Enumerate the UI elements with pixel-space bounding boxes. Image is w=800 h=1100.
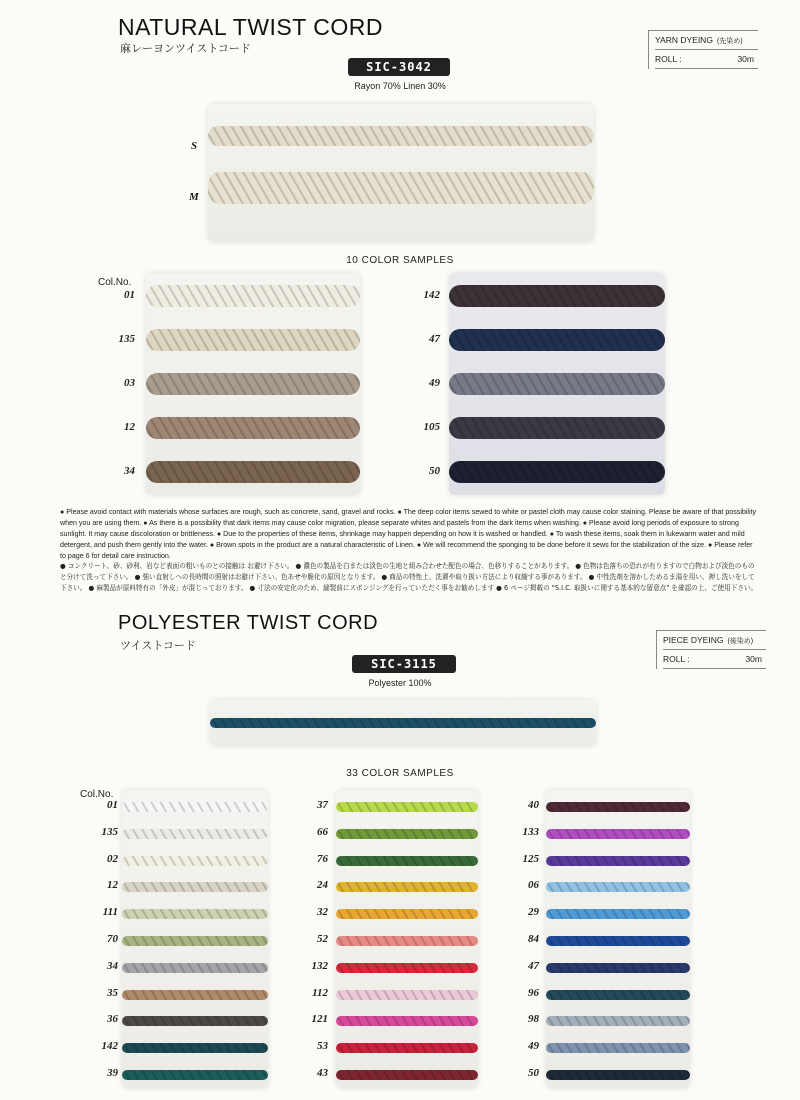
swatch-cord (449, 329, 665, 351)
swatch-color-number: 32 (317, 906, 328, 919)
swatch-color-number: 133 (522, 825, 539, 838)
roll-value: 30m (737, 54, 754, 64)
swatch-cord (336, 909, 478, 919)
polyester-main-cord (210, 718, 596, 728)
swatch-cord (336, 856, 478, 866)
swatch-color-number: 24 (317, 879, 328, 892)
dyeing-label: PIECE DYEING (663, 634, 724, 645)
swatch-cord (122, 1016, 268, 1026)
size-label-m: M (189, 191, 199, 203)
swatch-color-number: 12 (107, 879, 118, 892)
swatch-cord (122, 936, 268, 946)
swatch-color-number: 29 (528, 906, 539, 919)
swatch-cord (449, 417, 665, 439)
swatch-color-number: 135 (118, 333, 135, 345)
swatch-cord (336, 882, 478, 892)
natural-spec-box (648, 30, 758, 69)
swatch-color-number: 52 (317, 933, 328, 945)
swatch-cord (546, 1043, 690, 1053)
polyester-samples-heading: 33 COLOR SAMPLES (346, 768, 454, 779)
swatch-color-number: 66 (317, 825, 328, 838)
natural-right-swatch-photo (449, 273, 665, 495)
swatch-cord (449, 461, 665, 483)
dyeing-label: YARN DYEING (655, 34, 713, 45)
natural-col-no: Col.No. (98, 277, 132, 288)
natural-subtitle-jp: 麻レーヨンツイストコード (120, 42, 251, 55)
swatch-color-number: 121 (311, 1013, 328, 1026)
swatch-color-number: 125 (522, 852, 539, 865)
polyester-spec-box (656, 630, 766, 669)
swatch-color-number: 135 (101, 825, 118, 838)
polyester-composition: Polyester 100% (368, 678, 432, 688)
swatch-color-number: 47 (429, 333, 440, 345)
roll-value: 30m (745, 654, 762, 664)
swatch-color-number: 01 (107, 799, 118, 811)
polyester-subtitle-jp: ツイストコード (120, 639, 196, 652)
swatch-cord (546, 829, 690, 839)
dyeing-jp: (後染め) (727, 637, 754, 645)
swatch-color-number: 105 (423, 421, 440, 433)
swatch-color-number: 36 (107, 1013, 118, 1026)
natural-samples-heading: 10 COLOR SAMPLES (346, 255, 454, 266)
care-notes-japanese: ● コンクリート、砂、砂利、岩など表面の粗いものとの接触は お避け下さい。 ● 濃色の製品を白または淡色の生地と組み合わせた配色の場合、色移りすることがあります。 ● 色物は色落ちの恐れが有りますので白物および淡色のものと分けて洗って下さい。 ● 強い直射しへの長時間の照射はお避け下さい。色あせや脆化の原因となります。 ● 商品の特性上、洗濯や取り扱い方法により収縮する事があります。 ● 中性洗剤を溶かしためるま湯を用い、押し洗いをして下さい。 ● 麻製品が原料特有の「外皮」が混じっております。 ● 寸法の安定化のため、縫製前にスポンジングを行っていただく事をお勧めします ● 6 ページ掲載の "S.I.C. 取扱いに関する基本的な留意点" を確認の上、ご使用下さい。 (60, 562, 758, 592)
swatch-cord (449, 373, 665, 395)
swatch-cord (546, 963, 690, 973)
swatch-cord (336, 1043, 478, 1053)
swatch-color-number: 111 (102, 906, 118, 919)
natural-title: NATURAL TWIST CORD (118, 14, 383, 40)
swatch-color-number: 50 (429, 465, 440, 477)
swatch-color-number: 02 (107, 852, 118, 865)
swatch-color-number: 76 (317, 852, 328, 865)
cord-size-s (208, 126, 594, 146)
swatch-cord (546, 909, 690, 919)
swatch-color-number: 12 (124, 421, 135, 433)
polyester-code-badge: SIC-3115 (352, 655, 456, 673)
swatch-color-number: 50 (528, 1067, 539, 1079)
swatch-color-number: 39 (107, 1067, 118, 1079)
swatch-color-number: 70 (107, 933, 118, 945)
swatch-cord (122, 856, 268, 866)
polyester-main-photo (210, 700, 596, 746)
swatch-cord (146, 329, 360, 351)
roll-label: ROLL : (663, 654, 690, 664)
swatch-cord (336, 1016, 478, 1026)
swatch-cord (122, 990, 268, 1000)
swatch-cord (146, 373, 360, 395)
swatch-cord (546, 990, 690, 1000)
dyeing-jp: (先染め) (716, 37, 743, 45)
swatch-color-number: 03 (124, 377, 135, 389)
swatch-cord (336, 802, 478, 812)
swatch-color-number: 98 (528, 1013, 539, 1026)
swatch-cord (546, 856, 690, 866)
natural-code-badge: SIC-3042 (348, 58, 450, 76)
swatch-cord (122, 1043, 268, 1053)
swatch-color-number: 06 (528, 879, 539, 892)
swatch-cord (146, 461, 360, 483)
swatch-cord (546, 882, 690, 892)
swatch-cord (146, 417, 360, 439)
swatch-cord (122, 963, 268, 973)
swatch-cord (546, 1016, 690, 1026)
swatch-cord (546, 1070, 690, 1080)
swatch-color-number: 112 (312, 986, 328, 999)
swatch-color-number: 43 (317, 1067, 328, 1079)
natural-composition: Rayon 70% Linen 30% (354, 81, 446, 91)
swatch-cord (122, 802, 268, 812)
swatch-cord (122, 1070, 268, 1080)
swatch-color-number: 37 (317, 799, 328, 811)
swatch-color-number: 142 (423, 289, 440, 301)
swatch-cord (336, 936, 478, 946)
polyester-col-no: Col.No. (80, 789, 114, 800)
swatch-color-number: 34 (124, 465, 135, 477)
polyester-swatch-col-3 (546, 790, 690, 1088)
swatch-color-number: 84 (528, 933, 539, 945)
swatch-color-number: 40 (528, 799, 539, 811)
swatch-cord (449, 285, 665, 307)
polyester-swatch-col-2 (336, 790, 478, 1088)
polyester-title: POLYESTER TWIST CORD (118, 612, 379, 634)
swatch-color-number: 49 (528, 1040, 539, 1053)
swatch-color-number: 49 (429, 377, 440, 389)
cord-size-m (208, 172, 594, 204)
swatch-cord (122, 882, 268, 892)
swatch-color-number: 53 (317, 1040, 328, 1053)
swatch-color-number: 01 (124, 289, 135, 301)
swatch-cord (122, 829, 268, 839)
swatch-color-number: 34 (107, 959, 118, 972)
swatch-cord (546, 802, 690, 812)
swatch-color-number: 35 (107, 986, 118, 999)
roll-label: ROLL : (655, 54, 682, 64)
care-notes-english: ● Please avoid contact with materials whose surfaces are rough, such as concrete, sand, gravel and rocks. ● The deep color items sewed to white or pastel cloth may cause color staining. Please be aware of that possibility when you are using them. ● As there is a possibility that dark items may cause color migration, please separate whites and pastels from the dark items when washing. ● Please avoid long periods of exposure to strong sunlight. It may cause discoloration or brittleness. ● Due to the properties of these items, shrinkage may happen depending on how it is washed or handled. ● To wash these items, soak them in lukewarm water and mild detergent, and push them gently into the water. ● Brown spots in the product are a natural characteristic of Linen. ● We will recommend the sponging to be done before it sews for the stabilization of the size. ● Please refer to page 6 for detail care instruction. (60, 508, 757, 560)
natural-size-photo (208, 104, 594, 242)
swatch-cord (146, 285, 360, 307)
size-label-s: S (191, 140, 198, 152)
swatch-color-number: 96 (528, 986, 539, 999)
swatch-cord (546, 936, 690, 946)
natural-left-swatch-photo (146, 273, 360, 495)
swatch-cord (336, 963, 478, 973)
swatch-color-number: 142 (101, 1040, 118, 1053)
swatch-cord (122, 909, 268, 919)
swatch-color-number: 47 (528, 959, 539, 972)
swatch-cord (336, 829, 478, 839)
swatch-color-number: 132 (311, 959, 328, 972)
swatch-cord (336, 1070, 478, 1080)
polyester-swatch-col-1 (122, 790, 268, 1088)
swatch-cord (336, 990, 478, 1000)
